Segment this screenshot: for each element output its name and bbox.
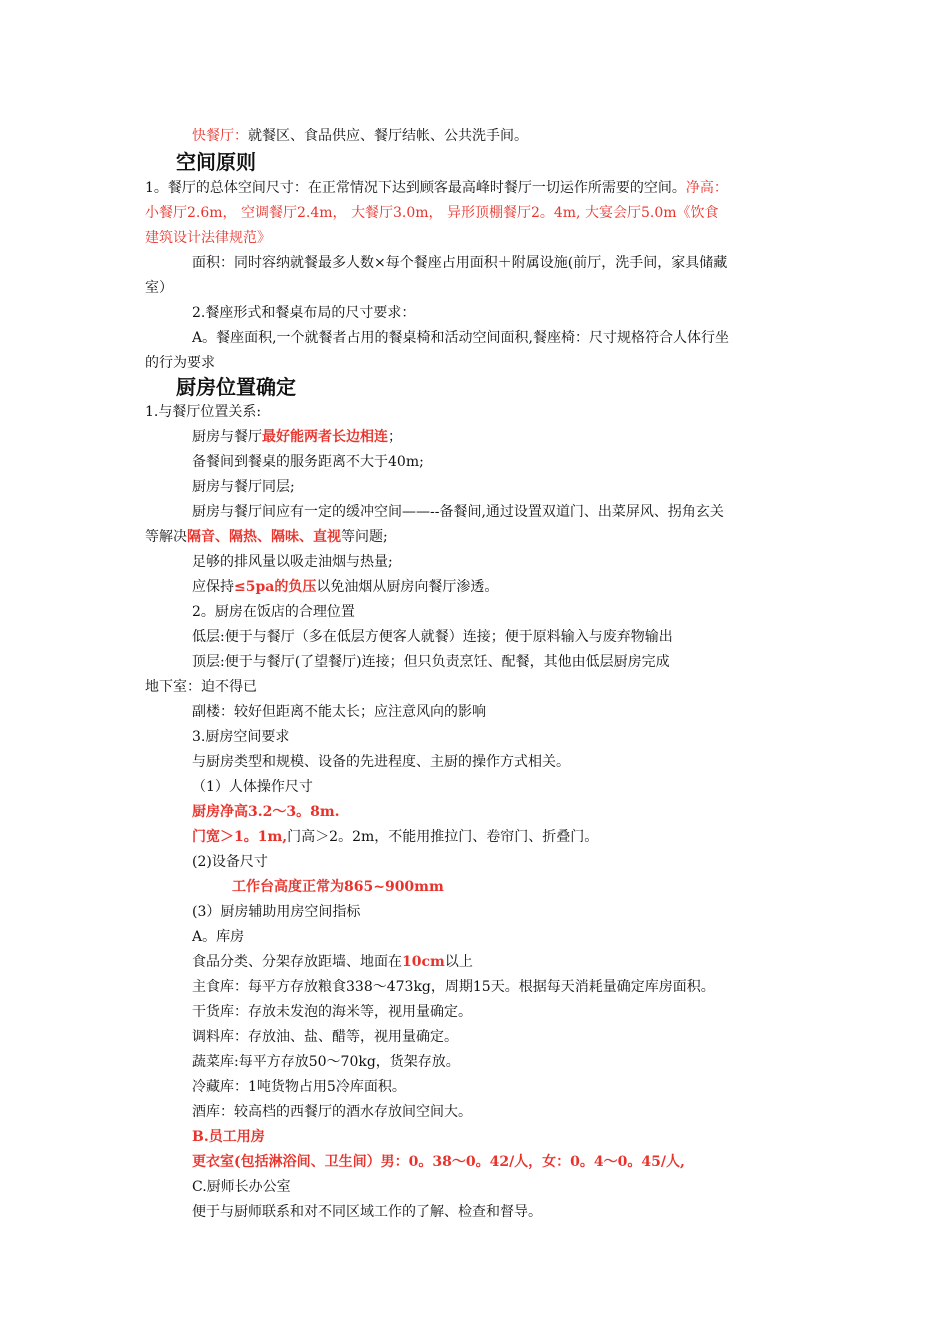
kitchen-req1-height: 厨房净高3.2～3。8m. — [192, 804, 340, 820]
kitchen-req2-title: (2)设备尺寸 — [192, 854, 268, 870]
kitchen-req3-title: (3）厨房辅助用房空间指标 — [192, 904, 361, 920]
kitchen-rel6-highlight: ≤5pa的负压 — [234, 579, 317, 595]
intro-text: 就餐区、食品供应、餐厅结帐、公共洗手间。 — [248, 128, 528, 144]
kitchen-rel1-a: 厨房与餐厅 — [192, 429, 262, 445]
kitchen-rel6-c: 以免油烟从厨房向餐厅渗透。 — [316, 579, 499, 595]
space-p1-line3: 建筑设计法律规范》 — [145, 230, 271, 246]
heading-space-principles: 空间原则 — [176, 150, 256, 174]
kitchen-rel3: 厨房与餐厅同层; — [192, 479, 295, 495]
kitchen-req1-title: （1）人体操作尺寸 — [192, 779, 313, 795]
kitchen-rel6-a: 应保持 — [192, 579, 234, 595]
kitchen-loc1: 低层:便于与餐厅（多在低层方便客人就餐）连接；便于原料输入与废弃物输出 — [192, 629, 673, 645]
storage-line1 — [192, 952, 473, 972]
kitchen-req-title: 3.厨房空间要求 — [192, 729, 290, 745]
storage-seasoning: 调料库：存放油、盐、醋等，视用量确定。 — [192, 1029, 458, 1045]
kitchen-rel4-line1: 厨房与餐厅间应有一定的缓冲空间——--备餐间,通过设置双道门、出菜屏风、拐角玄关 — [192, 504, 724, 520]
kitchen-rel4-a: 等解决 — [145, 529, 187, 545]
space-area-line2: 室） — [145, 280, 173, 296]
storage-line1-highlight: 10cm — [402, 954, 445, 970]
storage-staple: 主食库：每平方存放粮食338～473kg，周期15天。根据每天消耗量确定库房面积。 — [192, 979, 715, 995]
kitchen-rel1-c: ； — [388, 429, 402, 445]
chef-office-text: 便于与厨师联系和对不同区域工作的了解、检查和督导。 — [192, 1204, 542, 1220]
intro-line — [192, 126, 528, 146]
kitchen-req-text: 与厨房类型和规模、设备的先进程度、主厨的操作方式相关。 — [192, 754, 570, 770]
space-p1-net-height-label: 净高： — [685, 180, 728, 196]
storage-line1-c: 以上 — [444, 954, 473, 970]
kitchen-req1-door-rest: 门高＞2。2m，不能用推拉门、卷帘门、折叠门。 — [287, 829, 599, 845]
kitchen-req1-door — [192, 827, 598, 847]
kitchen-rel1-highlight: 最好能两者长边相连 — [262, 429, 388, 445]
kitchen-loc2: 顶层:便于与餐厅(了望餐厅)连接；但只负责烹饪、配餐，其他由低层厨房完成 — [192, 654, 670, 670]
storage-cold: 冷藏库：1吨货物占用5冷库面积。 — [192, 1079, 406, 1095]
storage-dry: 干货库：存放未发泡的海米等，视用量确定。 — [192, 1004, 472, 1020]
kitchen-rel5: 足够的排风量以吸走油烟与热量; — [192, 554, 393, 570]
storage-line1-a: 食品分类、分架存放距墙、地面在 — [192, 954, 402, 970]
kitchen-rel4-line2 — [145, 527, 388, 547]
space-pA-line2: 的行为要求 — [145, 355, 215, 371]
staff-locker: 更衣室(包括淋浴间、卫生间）男：0。38～0。42/人，女：0。4～0。45/人, — [192, 1154, 685, 1170]
kitchen-rel4-c: 等问题; — [341, 529, 388, 545]
kitchen-rel6 — [192, 577, 498, 597]
kitchen-rel-title: 1.与餐厅位置关系: — [145, 404, 262, 420]
heading-kitchen-location: 厨房位置确定 — [176, 375, 296, 399]
kitchen-rel1 — [192, 427, 402, 447]
kitchen-req2-worktop: 工作台高度正常为865~900mm — [232, 879, 444, 895]
intro-label: 快餐厅： — [192, 128, 248, 144]
kitchen-req1-door-width: 门宽＞1。1m, — [192, 829, 288, 845]
kitchen-rel4-highlight: 隔音、隔热、隔味、直视 — [187, 529, 341, 545]
space-pA-line1: A。餐座面积,一个就餐者占用的餐桌椅和活动空间面积,餐座椅：尺寸规格符合人体行坐 — [192, 330, 730, 346]
space-p2: 2.餐座形式和餐桌布局的尺寸要求： — [192, 305, 416, 321]
kitchen-loc-title: 2。厨房在饭店的合理位置 — [192, 604, 355, 620]
space-p1-text: 1。餐厅的总体空间尺寸：在正常情况下达到顾客最高峰时餐厅一切运作所需要的空间。 — [145, 180, 686, 196]
kitchen-rel2: 备餐间到餐桌的服务距离不大于40m; — [192, 454, 424, 470]
kitchen-loc4: 副楼：较好但距离不能太长；应注意风向的影响 — [192, 704, 486, 720]
space-p1-line2: 小餐厅2.6m， 空调餐厅2.4m， 大餐厅3.0m， 异形顶棚餐厅2。4m, 大宴会厅5.0m《饮食 — [145, 205, 719, 221]
staff-room-title: B.员工用房 — [192, 1129, 265, 1145]
space-p1-line1 — [145, 178, 728, 198]
storage-vegetable: 蔬菜库:每平方存放50～70kg，货架存放。 — [192, 1054, 460, 1070]
kitchen-loc3: 地下室：迫不得已 — [145, 679, 257, 695]
storage-wine: 酒库：较高档的西餐厅的酒水存放间空间大。 — [192, 1104, 472, 1120]
storage-title: A。库房 — [192, 929, 245, 945]
space-area-line1: 面积：同时容纳就餐最多人数×每个餐座占用面积＋附属设施(前厅，洗手间，家具储藏 — [192, 255, 728, 271]
chef-office-title: C.厨师长办公室 — [192, 1179, 291, 1195]
